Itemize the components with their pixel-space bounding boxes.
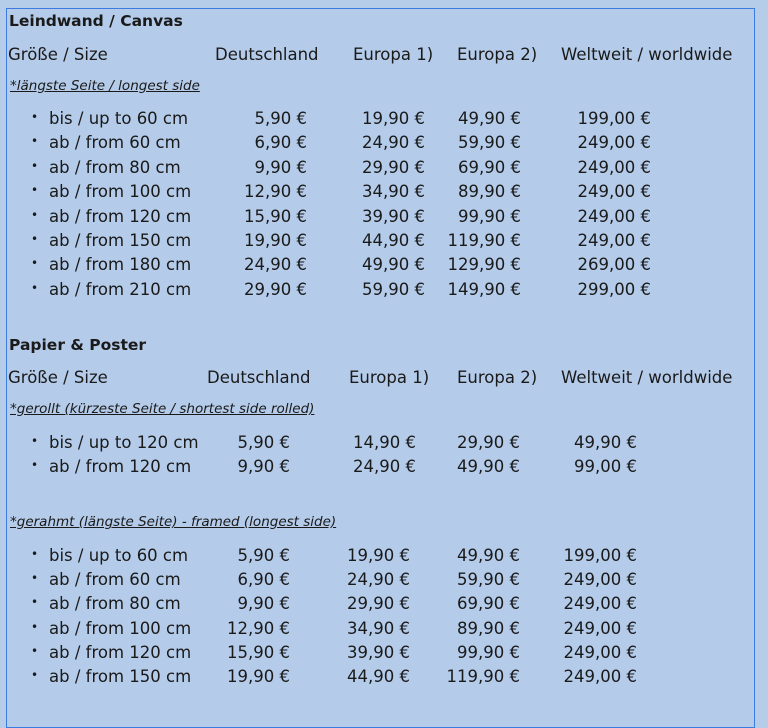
europe2-price: 59,90 € <box>457 570 520 590</box>
worldwide-price: 249,00 € <box>563 570 637 590</box>
worldwide-price: 249,00 € <box>577 231 651 250</box>
europe2-price: 99,90 € <box>458 206 521 226</box>
list-bullet: • <box>31 232 39 246</box>
europe1-price: 49,90 € <box>362 255 425 275</box>
europe2-price: 129,90 € <box>447 255 521 275</box>
list-bullet: • <box>31 158 39 173</box>
europe1-price: 39,90 € <box>362 206 425 226</box>
size-cell: ab / from 80 cm <box>49 594 181 614</box>
europe1-price: 14,90 € <box>353 433 416 452</box>
europe1-price: 19,90 € <box>362 109 425 128</box>
list-bullet: • <box>31 643 39 658</box>
list-bullet: • <box>31 458 39 473</box>
worldwide-price: 269,00 € <box>577 255 651 275</box>
germany-price: 5,90 € <box>237 433 290 452</box>
worldwide-price: 249,00 € <box>563 667 637 686</box>
europe2-price: 49,90 € <box>458 109 521 128</box>
list-bullet: • <box>31 183 39 198</box>
list-bullet: • <box>31 547 39 561</box>
group-note: *gerahmt (längste Seite) - framed (longest side) <box>10 514 337 530</box>
europe1-price: 39,90 € <box>347 642 410 662</box>
germany-price: 15,90 € <box>227 642 290 662</box>
europe2-price: 69,90 € <box>458 157 521 177</box>
europe1-price: 34,90 € <box>362 182 425 202</box>
europe2-price: 59,90 € <box>458 133 521 153</box>
size-cell: ab / from 180 cm <box>49 255 192 275</box>
europe2-price: 69,90 € <box>457 594 520 614</box>
europe1-header: Europa 1) <box>353 45 434 64</box>
worldwide-price: 49,90 € <box>574 433 637 452</box>
europe2-price: 49,90 € <box>457 546 520 565</box>
worldwide-price: 199,00 € <box>577 109 651 128</box>
list-bullet: • <box>31 134 39 149</box>
size-cell: ab / from 120 cm <box>49 206 192 226</box>
germany-price: 12,90 € <box>244 182 307 202</box>
europe1-price: 24,90 € <box>347 570 410 590</box>
europe1-header: Europa 1) <box>349 368 430 387</box>
size-cell: ab / from 80 cm <box>49 157 181 177</box>
germany-price: 12,90 € <box>227 618 290 638</box>
germany-price: 15,90 € <box>244 206 307 226</box>
worldwide-header: Weltweit / worldwide <box>561 45 733 64</box>
list-bullet: • <box>31 110 39 124</box>
size-cell: ab / from 120 cm <box>49 642 192 662</box>
size-cell: ab / from 100 cm <box>49 618 192 638</box>
size-cell: bis / up to 120 cm <box>49 433 199 452</box>
europe1-price: 59,90 € <box>362 279 425 299</box>
worldwide-price: 249,00 € <box>577 133 651 153</box>
europe1-price: 29,90 € <box>347 594 410 614</box>
list-bullet: • <box>31 280 39 295</box>
size-cell: ab / from 150 cm <box>49 667 192 686</box>
worldwide-price: 299,00 € <box>577 279 651 299</box>
germany-price: 6,90 € <box>254 133 307 153</box>
europe2-price: 29,90 € <box>457 433 520 452</box>
worldwide-price: 249,00 € <box>563 642 637 662</box>
europe2-price: 49,90 € <box>457 457 520 477</box>
size-header: Größe / Size <box>8 368 108 387</box>
europe1-price: 34,90 € <box>347 618 410 638</box>
list-bullet: • <box>31 207 39 222</box>
list-bullet: • <box>31 571 39 586</box>
europe1-price: 19,90 € <box>347 546 410 565</box>
worldwide-price: 249,00 € <box>563 618 637 638</box>
europe1-price: 44,90 € <box>362 231 425 250</box>
germany-price: 9,90 € <box>237 594 290 614</box>
size-cell: ab / from 100 cm <box>49 182 192 202</box>
size-cell: ab / from 60 cm <box>49 133 181 153</box>
europe2-header: Europa 2) <box>457 368 538 387</box>
germany-price: 5,90 € <box>237 546 290 565</box>
germany-price: 9,90 € <box>237 457 290 477</box>
size-cell: ab / from 60 cm <box>49 570 181 590</box>
germany-price: 19,90 € <box>227 667 290 686</box>
list-bullet: • <box>31 668 39 682</box>
europe2-price: 119,90 € <box>446 667 520 686</box>
section-title: Leindwand / Canvas <box>9 12 183 30</box>
germany-price: 24,90 € <box>244 255 307 275</box>
list-bullet: • <box>31 434 39 448</box>
list-bullet: • <box>31 256 39 271</box>
europe1-price: 24,90 € <box>353 457 416 477</box>
size-cell: ab / from 210 cm <box>49 279 192 299</box>
section-title: Papier & Poster <box>9 336 147 354</box>
europe1-price: 44,90 € <box>347 667 410 686</box>
germany-price: 5,90 € <box>254 109 307 128</box>
germany-header: Deutschland <box>207 368 311 387</box>
europe1-price: 24,90 € <box>362 133 425 153</box>
germany-header: Deutschland <box>215 45 319 64</box>
worldwide-price: 249,00 € <box>563 594 637 614</box>
europe2-price: 89,90 € <box>458 182 521 202</box>
europe2-price: 99,90 € <box>457 642 520 662</box>
worldwide-price: 99,00 € <box>574 457 637 477</box>
size-cell: ab / from 150 cm <box>49 231 192 250</box>
worldwide-price: 249,00 € <box>577 157 651 177</box>
group-note: *gerollt (kürzeste Seite / shortest side rolled) <box>10 401 315 417</box>
germany-price: 19,90 € <box>244 231 307 250</box>
group-note: *längste Seite / longest side <box>10 78 200 94</box>
germany-price: 29,90 € <box>244 279 307 299</box>
europe2-price: 89,90 € <box>457 618 520 638</box>
list-bullet: • <box>31 595 39 610</box>
size-cell: bis / up to 60 cm <box>49 546 189 565</box>
germany-price: 6,90 € <box>237 570 290 590</box>
worldwide-price: 199,00 € <box>563 546 637 565</box>
list-bullet: • <box>31 619 39 634</box>
size-cell: ab / from 120 cm <box>49 457 192 477</box>
worldwide-price: 249,00 € <box>577 182 651 202</box>
germany-price: 9,90 € <box>254 157 307 177</box>
europe1-price: 29,90 € <box>362 157 425 177</box>
europe2-price: 119,90 € <box>447 231 521 250</box>
europe2-header: Europa 2) <box>457 45 538 64</box>
worldwide-price: 249,00 € <box>577 206 651 226</box>
europe2-price: 149,90 € <box>447 279 521 299</box>
size-header: Größe / Size <box>8 45 108 64</box>
size-cell: bis / up to 60 cm <box>49 109 189 128</box>
worldwide-header: Weltweit / worldwide <box>561 368 733 387</box>
